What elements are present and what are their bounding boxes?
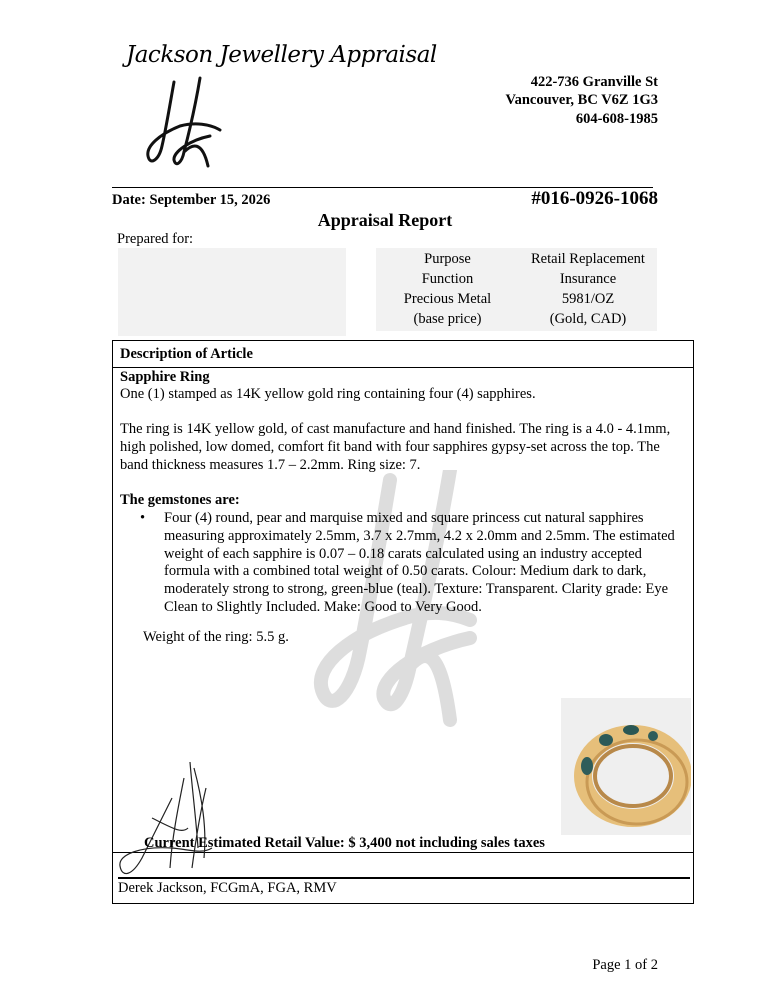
- report-number: #016-0926-1068: [531, 188, 658, 209]
- item-summary: One (1) stamped as 14K yellow gold ring containing four (4) sapphires.: [120, 386, 536, 402]
- ring-photo: [561, 698, 691, 835]
- info-label: Purpose: [424, 251, 471, 267]
- ring-description: The ring is 14K yellow gold, of cast manufacture and hand finished. The ring is a 4.0 - 4.1mm, high polished, low domed, comfort fit band with four sapphires gypsy-set across the top. The band thickness measures 1.7 – 2.2mm. Ring size: 7.: [120, 421, 671, 473]
- info-value: 5981/OZ: [561, 291, 615, 307]
- ring-image-icon: [561, 698, 691, 835]
- description-heading: Description of Article: [120, 346, 253, 362]
- page-number: Page 1 of 2: [592, 957, 658, 973]
- address-line-2: Vancouver, BC V6Z 1G3: [505, 92, 658, 108]
- gemstone-details: Four (4) round, pear and marquise mixed and square princess cut natural sapphires measuring approximately 2.5mm, 3.7 x 2.7mm, 4.2 x 2.0mm and 2.5mm. The estimated weight of each sapphire is 0.07 – 0.18 carats calculated using an industry accepted formula with a combined total weight of 0.50 carats. Colour: Medium dark to dark, moderately strong to strong, green-blue (teal). Texture: Transparent. Clarity grade: Eye Clean to Slightly Included. Make: Good to Very Good.: [164, 510, 675, 615]
- address-line-1: 422-736 Granville St: [530, 74, 658, 90]
- gemstones-heading: The gemstones are:: [120, 492, 240, 508]
- info-label: Function: [421, 271, 474, 287]
- company-name: Jackson Jewellery Appraisal: [126, 42, 437, 68]
- prepared-for-label: Prepared for:: [117, 231, 194, 247]
- signature-icon: [112, 758, 232, 888]
- appraisal-info-table: [376, 248, 657, 331]
- report-date: Date: September 15, 2026: [112, 192, 271, 208]
- bullet-icon: •: [140, 510, 146, 526]
- report-title: Appraisal Report: [317, 210, 453, 230]
- info-value: (Gold, CAD): [549, 311, 627, 327]
- signer-name: Derek Jackson, FCGmA, FGA, RMV: [118, 880, 337, 896]
- item-title: Sapphire Ring: [120, 369, 210, 385]
- info-value: Retail Replacement: [531, 251, 645, 267]
- info-label: Precious Metal: [403, 291, 492, 307]
- estimated-retail-value: Current Estimated Retail Value: $ 3,400 not including sales taxes: [144, 835, 545, 851]
- info-value: Insurance: [559, 271, 617, 287]
- info-label: (base price): [413, 311, 482, 327]
- phone-number: 604-608-1985: [575, 111, 658, 127]
- description-header-divider: [112, 367, 694, 368]
- signature-line: [118, 877, 690, 879]
- prepared-for-box: [118, 248, 346, 336]
- ring-weight: Weight of the ring: 5.5 g.: [143, 629, 289, 645]
- monogram-logo-icon: [140, 74, 232, 174]
